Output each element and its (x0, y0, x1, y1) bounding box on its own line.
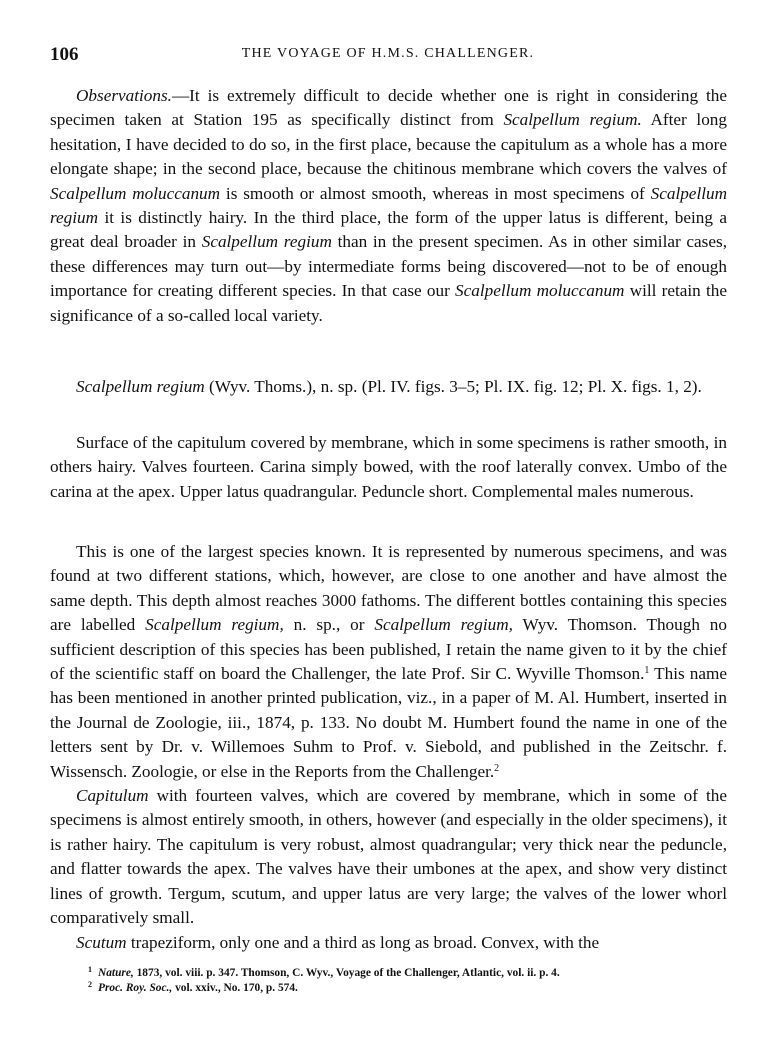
discussion-text: This is one of the largest species known. It is represented by numerous specimens, and was found at two different stations, which, however, are close to one another and have almost the same depth. This depth almost reaches 3000 fathoms. The different bottles containing this species are labelled (50, 542, 727, 635)
observations-label: Observations. (76, 86, 172, 105)
footnote (88, 966, 728, 981)
observations-text: After long hesitation, I have decided to do so, in the first place, because the capitulum as a whole has a more elongate shape; in the second place, because the chitinous membrane which covers the valves of (50, 110, 727, 179)
capitulum-text: with fourteen valves, which are covered by membrane, which in some of the specimens is almost entirely smooth, in others, however (and especially in the older specimens), it is rather hairy. The capitulum is very robust, almost quadrangular; very thick near the peduncle, and flatter towards the apex. The valves have their umbones at the apex, and show very distinct lines of growth. Tergum, scutum, and upper latus are very large; the valves of the lower whorl comparatively small. (50, 786, 727, 928)
taxon-name: Scalpellum regium (50, 183, 727, 228)
taxon-name: Scalpellum regium (201, 232, 332, 252)
species-heading (50, 375, 727, 399)
taxon-name: Scalpellum regium, (145, 615, 284, 635)
footnotes (88, 966, 728, 996)
discussion-text: This name has been mentioned in another printed publication, viz., in a paper of M. Al. Humbert, inserted in the Journal de Zoologie, iii., 1874, p. 133. No doubt M. Humbert found the name in one of the letters sent by Dr. v. Willemoes Suhm to Prof. v. Siebold, and published in the Zeitschr. f. Wissensch. Zoologie, or else in the Reports from the Challenger. (50, 664, 728, 781)
footnote-source: Nature, (98, 967, 134, 979)
species-name: Scalpellum regium (76, 377, 205, 396)
capitulum-label: Capitulum (76, 786, 149, 806)
footnote-ref: 2 (494, 762, 500, 774)
footnote-mark: 1 (88, 965, 92, 974)
footnote-source: Proc. Roy. Soc., (98, 982, 173, 994)
taxon-name: Scalpellum regium. (503, 110, 642, 130)
scutum-text: trapeziform, only one and a third as long as broad. Convex, with the (126, 932, 600, 952)
observations-paragraph (50, 84, 727, 328)
footnote-text: vol. xxiv., No. 170, p. 574. (172, 982, 298, 994)
footnote (88, 981, 728, 996)
scutum-label: Scutum (76, 932, 127, 952)
observations-text: will retain the significance of a so-called local variety. (50, 281, 727, 325)
observations-text: than in the present specimen. As in other similar cases, these differences may turn out—by intermediate forms being discovered—not to be of enough importance for creating different species. In that case our (50, 232, 727, 301)
diagnosis-paragraph (50, 431, 727, 504)
diagnosis-text: Surface of the capitulum covered by membrane, which in some specimens is rather smooth, in others hairy. Valves fourteen. Carina simply bowed, with the roof laterally convex. Umbo of the carina at the apex. Upper latus quadrangular. Peduncle short. Complemental males numerous. (50, 433, 727, 501)
taxon-name: Scalpellum moluccanum (50, 183, 221, 203)
observations-text: —It is extremely difficult to decide whether one is right in considering the specimen taken at Station 195 as specifically distinct from (50, 86, 727, 130)
species-citation: (Wyv. Thoms.), n. sp. (Pl. IV. figs. 3–5; Pl. IX. fig. 12; Pl. X. figs. 1, 2). (204, 377, 702, 396)
discussion-paragraph (50, 540, 727, 955)
taxon-name: Scalpellum regium, (374, 615, 513, 635)
discussion-text: n. sp., or (283, 615, 375, 635)
footnote-mark: 2 (88, 980, 92, 989)
observations-text: it is distinctly hairy. In the third place, the form of the upper latus is different, being a great deal broader in (50, 208, 727, 252)
observations-text: is smooth or almost smooth, whereas in most specimens of (220, 183, 651, 203)
footnote-ref: 1 (644, 665, 650, 677)
page-header (50, 44, 726, 68)
taxon-name: Scalpellum moluccanum (455, 281, 625, 301)
discussion-text: Wyv. Thomson. Though no sufficient description of this species has been published, I retain the name given to it by the chief of the scientific staff on board the Challenger, the late Prof. Sir C. Wyville Thomson. (50, 615, 727, 684)
running-title: THE VOYAGE OF H.M.S. CHALLENGER. (241, 46, 535, 61)
page-number: 106 (50, 44, 79, 65)
footnote-text: 1873, vol. viii. p. 347. Thomson, C. Wyv., Voyage of the Challenger, Atlantic, vol. ii. p. 4. (133, 967, 560, 979)
